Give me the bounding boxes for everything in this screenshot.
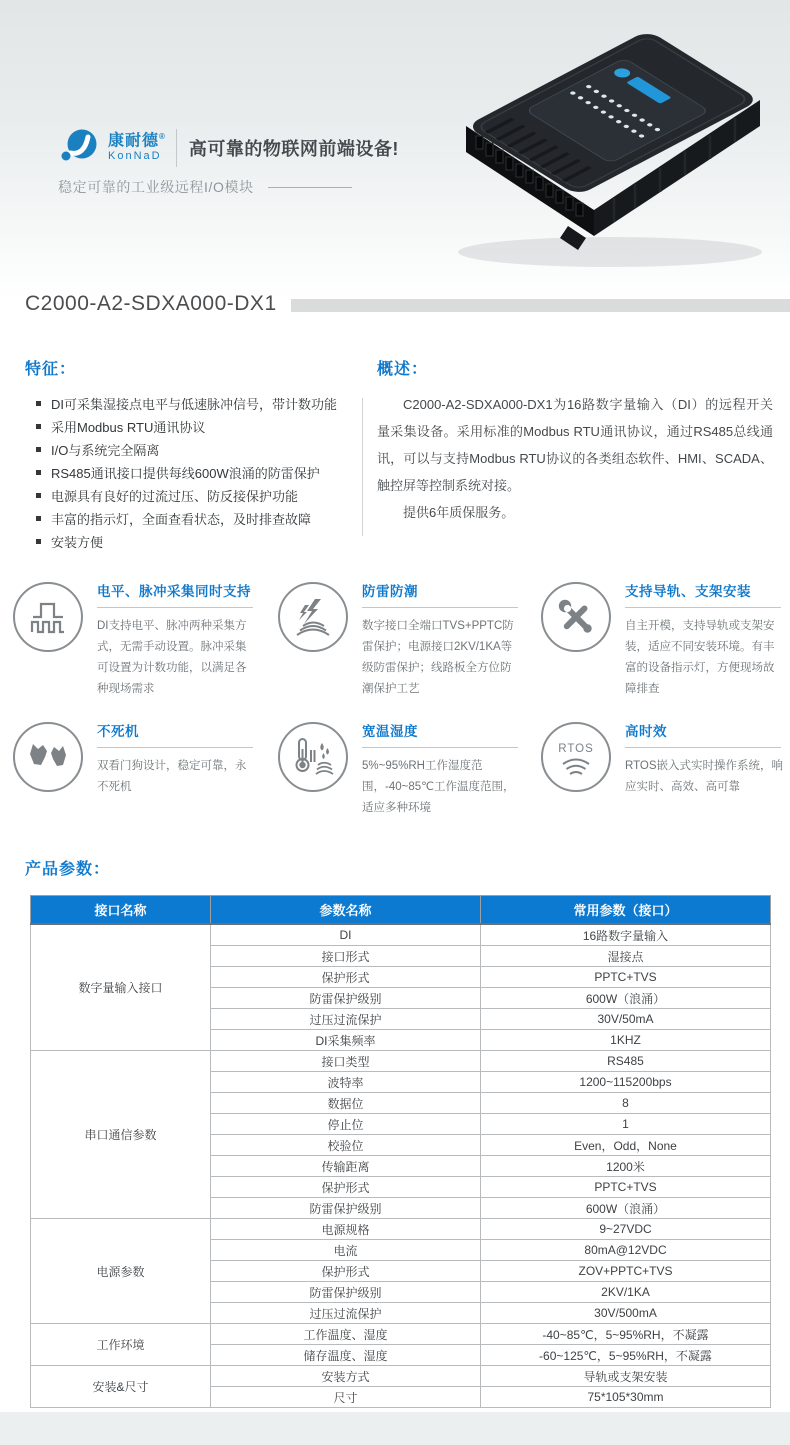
feature-card-description: 数字接口全端口TVS+PPTC防雷保护；电源接口2KV/1KA等级防雷保护；线路板全方位防潮保护工艺 xyxy=(362,620,514,695)
param-value-cell: 湿接点 xyxy=(481,946,771,967)
brand-text xyxy=(108,133,166,163)
param-group-name: 电源参数 xyxy=(31,1219,211,1324)
column-header-param: 参数名称 xyxy=(211,896,481,925)
feature-card-body xyxy=(625,576,785,700)
param-value-cell: 80mA@12VDC xyxy=(481,1240,771,1261)
feature-card-description: 自主开模，支持导轨或支架安装，适应不同安装环境。有丰富的设备指示灯，方便现场故障排查 xyxy=(625,620,775,695)
param-value-cell: 30V/50mA xyxy=(481,1009,771,1030)
brand-name-cn: 康耐德® xyxy=(108,132,166,150)
param-name-cell: 波特率 xyxy=(211,1072,481,1093)
param-value-cell: PPTC+TVS xyxy=(481,1177,771,1198)
param-name-cell: 尺寸 xyxy=(211,1387,481,1408)
feature-card-description: 5%~95%RH工作湿度范围，-40~85℃工作温度范围，适应多种环境 xyxy=(362,760,515,814)
feature-card-title: 高时效 xyxy=(625,724,667,739)
param-name-cell: 防雷保护级别 xyxy=(211,988,481,1009)
brand-tagline: 高可靠的物联网前端设备! xyxy=(188,139,399,159)
param-value-cell: 9~27VDC xyxy=(481,1219,771,1240)
param-name-cell: 保护形式 xyxy=(211,1177,481,1198)
feature-card-body xyxy=(97,576,257,700)
param-name-cell: DI采集频率 xyxy=(211,1030,481,1051)
param-value-cell: -60~125℃，5~95%RH，不凝露 xyxy=(481,1345,771,1366)
overview-paragraph: 提供6年质保服务。 xyxy=(403,505,515,520)
rtos-waves-icon xyxy=(541,722,611,792)
product-model-title: C2000-A2-SDXA000-DX1 xyxy=(25,292,277,315)
param-name-cell: 校验位 xyxy=(211,1135,481,1156)
param-name-cell: 电流 xyxy=(211,1240,481,1261)
feature-item: 安装方便 xyxy=(35,531,355,554)
feature-card xyxy=(13,716,265,798)
feature-card xyxy=(541,716,790,798)
param-name-cell: 接口形式 xyxy=(211,946,481,967)
param-name-cell: 保护形式 xyxy=(211,967,481,988)
feature-card-description: RTOS嵌入式实时操作系统，响应实时、高效、高可靠 xyxy=(625,760,784,793)
lightning-waves-icon xyxy=(278,582,348,652)
feature-card-body xyxy=(625,716,785,798)
divider xyxy=(362,747,518,748)
feature-item: 丰富的指示灯，全面查看状态，及时排查故障 xyxy=(35,508,355,531)
param-name-cell: 电源规格 xyxy=(211,1219,481,1240)
feature-card-title: 支持导轨、支架安装 xyxy=(625,584,751,599)
title-accent-bar xyxy=(291,299,790,312)
feature-card-description: 双看门狗设计，稳定可靠，永不死机 xyxy=(97,760,247,793)
feature-card-title: 不死机 xyxy=(97,724,139,739)
param-name-cell: 过压过流保护 xyxy=(211,1303,481,1324)
param-group-name: 安装&尺寸 xyxy=(31,1366,211,1408)
feature-card-body xyxy=(362,576,522,700)
feature-card-body xyxy=(97,716,257,798)
divider xyxy=(362,398,363,536)
feature-item: 电源具有良好的过流过压、防反接保护功能 xyxy=(35,485,355,508)
footer-strip xyxy=(0,1412,790,1445)
param-value-cell: 导轨或支架安装 xyxy=(481,1366,771,1387)
param-value-cell: 8 xyxy=(481,1093,771,1114)
overview-paragraph: C2000-A2-SDXA000-DX1为16路数字量输入（DI）的远程开关量采集设备。采用标准的Modbus RTU通讯协议，通过RS485总线通讯，可以与支持Modbus RTU协议的各类组态软件、HMI、SCADA、触控屏等控制系统对接。 xyxy=(377,397,773,493)
param-name-cell: 传输距离 xyxy=(211,1156,481,1177)
parameters-table xyxy=(30,895,771,1408)
param-value-cell: -40~85℃，5~95%RH，不凝露 xyxy=(481,1324,771,1345)
brand-subtitle-row xyxy=(58,177,352,197)
brand-subtitle: 稳定可靠的工业级远程I/O模块 xyxy=(58,179,254,195)
svg-text:RTOS: RTOS xyxy=(558,743,594,755)
watchdog-dogs-icon xyxy=(13,722,83,792)
divider xyxy=(97,607,253,608)
overview-section xyxy=(377,356,773,526)
product-photo xyxy=(418,8,790,284)
param-group-name: 工作环境 xyxy=(31,1324,211,1366)
param-value-cell: 16路数字量输入 xyxy=(481,924,771,946)
brand-name-en: KonNaD xyxy=(108,150,162,163)
param-name-cell: 停止位 xyxy=(211,1114,481,1135)
feature-card-body xyxy=(362,716,522,819)
param-name-cell: 防雷保护级别 xyxy=(211,1198,481,1219)
device-illustration xyxy=(418,8,790,284)
divider xyxy=(97,747,253,748)
param-group-name: 数字量输入接口 xyxy=(31,924,211,1051)
feature-card-title: 电平、脉冲采集同时支持 xyxy=(97,584,251,599)
divider xyxy=(625,747,781,748)
param-value-cell: RS485 xyxy=(481,1051,771,1072)
overview-body xyxy=(377,391,773,526)
divider xyxy=(176,129,177,167)
registered-mark: ® xyxy=(159,132,166,142)
divider xyxy=(625,607,781,608)
param-group-name: 串口通信参数 xyxy=(31,1051,211,1219)
feature-item: I/O与系统完全隔离 xyxy=(35,439,355,462)
feature-card xyxy=(278,716,530,819)
features-section xyxy=(25,356,355,554)
brand-header xyxy=(58,126,399,170)
param-name-cell: DI xyxy=(211,924,481,946)
param-value-cell: PPTC+TVS xyxy=(481,967,771,988)
param-name-cell: 数据位 xyxy=(211,1093,481,1114)
param-row xyxy=(31,924,771,946)
highlight-cards-grid xyxy=(0,576,790,816)
feature-card xyxy=(13,576,265,700)
param-name-cell: 工作温度、湿度 xyxy=(211,1324,481,1345)
param-value-cell: 2KV/1KA xyxy=(481,1282,771,1303)
param-name-cell: 保护形式 xyxy=(211,1261,481,1282)
feature-item: RS485通讯接口提供每线600W浪涌的防雷保护 xyxy=(35,462,355,485)
wrench-screwdriver-icon xyxy=(541,582,611,652)
pulse-wave-icon xyxy=(13,582,83,652)
feature-card xyxy=(541,576,790,700)
column-header-interface: 接口名称 xyxy=(31,896,211,925)
param-value-cell: 1200米 xyxy=(481,1156,771,1177)
param-value-cell: 600W（浪涌） xyxy=(481,988,771,1009)
konnad-logo-icon xyxy=(58,126,102,170)
param-name-cell: 过压过流保护 xyxy=(211,1009,481,1030)
model-title-row xyxy=(25,292,790,316)
divider xyxy=(268,187,352,188)
parameters-heading: 产品参数： xyxy=(25,861,111,878)
divider xyxy=(362,607,518,608)
param-value-cell: 1200~115200bps xyxy=(481,1072,771,1093)
thermometer-humidity-icon xyxy=(278,722,348,792)
feature-list xyxy=(35,393,355,554)
param-name-cell: 防雷保护级别 xyxy=(211,1282,481,1303)
param-value-cell: 1KHZ xyxy=(481,1030,771,1051)
param-row xyxy=(31,1324,771,1345)
param-row xyxy=(31,1219,771,1240)
param-value-cell: 30V/500mA xyxy=(481,1303,771,1324)
feature-card-title: 宽温湿度 xyxy=(362,724,418,739)
param-name-cell: 安装方式 xyxy=(211,1366,481,1387)
param-value-cell: 75*105*30mm xyxy=(481,1387,771,1408)
param-name-cell: 接口类型 xyxy=(211,1051,481,1072)
feature-card-description: DI支持电平、脉冲两种采集方式，无需手动设置。脉冲采集可设置为计数功能，以满足各种现场需求 xyxy=(97,620,247,695)
param-value-cell: ZOV+PPTC+TVS xyxy=(481,1261,771,1282)
features-heading: 特征： xyxy=(25,361,77,378)
table-header-row xyxy=(31,896,771,925)
param-value-cell: Even，Odd，None xyxy=(481,1135,771,1156)
parameters-section xyxy=(25,856,771,1408)
param-name-cell: 储存温度、湿度 xyxy=(211,1345,481,1366)
feature-card xyxy=(278,576,530,700)
feature-item: 采用Modbus RTU通讯协议 xyxy=(35,416,355,439)
param-row xyxy=(31,1051,771,1072)
overview-heading: 概述： xyxy=(377,361,429,378)
feature-item: DI可采集湿接点电平与低速脉冲信号，带计数功能 xyxy=(35,393,355,416)
param-value-cell: 1 xyxy=(481,1114,771,1135)
param-value-cell: 600W（浪涌） xyxy=(481,1198,771,1219)
feature-card-title: 防雷防潮 xyxy=(362,584,418,599)
column-header-value: 常用参数（接口） xyxy=(481,896,771,925)
param-row xyxy=(31,1366,771,1387)
